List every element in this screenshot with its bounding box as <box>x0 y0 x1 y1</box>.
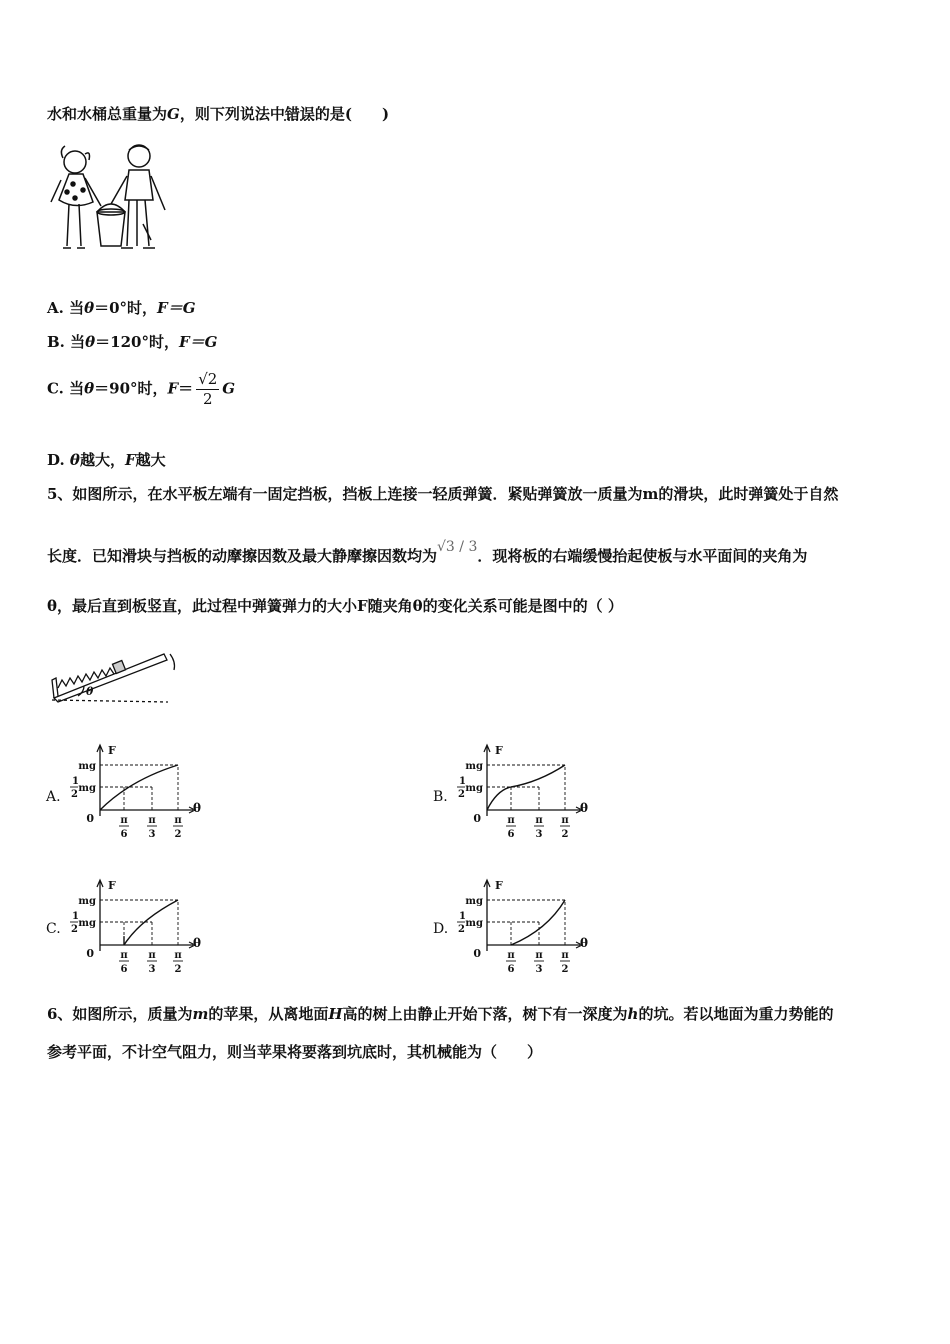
mg-label: mg <box>465 761 483 772</box>
tick-den: 3 <box>535 829 543 840</box>
tick-num: π <box>148 815 156 826</box>
half-num: 1 <box>72 911 79 922</box>
y-axis-label: F <box>495 879 503 892</box>
option-label: C. 当 <box>47 379 85 398</box>
tick-num: π <box>148 950 156 961</box>
theta-symbol: θ <box>84 379 95 398</box>
half-mg-label: mg <box>78 783 96 794</box>
theta-symbol: θ <box>69 451 80 469</box>
half-mg-label: mg <box>465 918 483 929</box>
option-condition: ＝90°时， <box>94 379 168 398</box>
option-condition: ＝0°时， <box>94 299 158 317</box>
tick-num: π <box>561 815 569 826</box>
half-num: 1 <box>459 911 466 922</box>
x-axis-label: θ <box>193 801 202 815</box>
y-axis-label: F <box>108 744 116 757</box>
tick-den: 6 <box>507 964 515 975</box>
origin-label: 0 <box>473 812 481 825</box>
option-label: A. 当 <box>47 299 85 317</box>
force-symbol: F <box>157 299 168 317</box>
tick-den: 3 <box>148 829 156 840</box>
tick-den: 2 <box>561 964 569 975</box>
origin-label: 0 <box>86 812 94 825</box>
force-symbol: F <box>167 379 179 398</box>
tick-num: π <box>120 950 128 961</box>
half-den: 2 <box>71 924 78 935</box>
chart-label-c: C. <box>46 921 61 937</box>
q4-option-c <box>47 372 235 407</box>
q6-line-2: 参考平面，不计空气阻力，则当苹果将要落到坑底时，其机械能为（ ） <box>47 1043 543 1061</box>
q5-text: 长度．已知滑块与挡板的动摩擦因数及最大静摩擦因数均为 <box>47 547 438 565</box>
option-result: 越大 <box>135 451 166 469</box>
x-axis-label: θ <box>580 801 589 815</box>
tick-num: π <box>507 950 515 961</box>
tick-den: 3 <box>535 964 543 975</box>
q6-text: 的苹果，从离地面 <box>208 1005 329 1023</box>
chart-c <box>60 875 210 975</box>
option-result: G <box>222 379 236 398</box>
q6-line-1 <box>47 1003 833 1024</box>
q5-text: ．现将板的右端缓慢抬起使板与水平面间的夹角为 <box>477 547 808 565</box>
x-axis-label: θ <box>193 936 202 950</box>
theta-symbol: θ <box>84 299 95 317</box>
tick-num: π <box>535 950 543 961</box>
tick-num: π <box>507 815 515 826</box>
tick-den: 2 <box>174 829 182 840</box>
q6-text: 高的树上由静止开始下落，树下有一深度为 <box>342 1005 628 1023</box>
option-result: ＝G <box>189 333 218 351</box>
chart-d <box>447 875 597 975</box>
q5-line-1: 5、如图所示，在水平板左端有一固定挡板，挡板上连接一轻质弹簧．紧贴弹簧放一质量为m的滑块，此时弹簧处于自然 <box>47 485 839 503</box>
equals-sign: ＝ <box>178 379 194 398</box>
q4-stem-text: ，则下列说法中 <box>179 105 285 123</box>
option-result: ＝G <box>167 299 196 317</box>
tick-den: 2 <box>174 964 182 975</box>
q6-var-h: h <box>627 1005 639 1023</box>
y-axis-label: F <box>108 879 116 892</box>
option-condition: 越大， <box>79 451 125 469</box>
half-den: 2 <box>458 924 465 935</box>
q4-option-a <box>47 297 196 318</box>
tick-num: π <box>174 950 182 961</box>
q4-stem-var: G <box>167 105 180 123</box>
q6-var-m: m <box>192 1005 209 1023</box>
incline-theta-label: θ <box>86 685 94 698</box>
tick-num: π <box>561 950 569 961</box>
origin-label: 0 <box>473 947 481 960</box>
force-curve <box>100 765 178 810</box>
friction-coefficient-formula: √3 / 3 <box>437 539 478 555</box>
half-num: 1 <box>459 776 466 787</box>
mg-label: mg <box>78 761 96 772</box>
x-axis-label: θ <box>580 936 589 950</box>
q6-text: 的坑。若以地面为重力势能的 <box>638 1005 834 1023</box>
force-symbol: F <box>124 451 136 469</box>
half-mg-label: mg <box>465 783 483 794</box>
y-axis-label: F <box>495 744 503 757</box>
chart-label-b: B. <box>433 789 448 805</box>
option-condition: ＝120°时， <box>95 333 179 351</box>
chart-label-d: D. <box>433 921 449 937</box>
incline-spring-figure <box>50 640 180 705</box>
children-bucket-figure <box>45 140 173 260</box>
mg-label: mg <box>78 896 96 907</box>
chart-b <box>447 740 597 840</box>
tick-num: π <box>120 815 128 826</box>
q5-line-2 <box>47 539 808 566</box>
option-label: B. 当 <box>47 333 86 351</box>
half-mg-label: mg <box>78 918 96 929</box>
q4-stem <box>47 103 389 124</box>
half-den: 2 <box>71 789 78 800</box>
tick-den: 2 <box>561 829 569 840</box>
theta-symbol: θ <box>85 333 96 351</box>
q4-option-b <box>47 331 217 352</box>
tick-num: π <box>174 815 182 826</box>
chart-label-a: A. <box>46 789 61 805</box>
q6-var-H: H <box>328 1005 343 1023</box>
force-symbol: F <box>178 333 190 351</box>
tick-num: π <box>535 815 543 826</box>
tick-den: 6 <box>120 964 128 975</box>
frac-denominator: 2 <box>202 390 213 408</box>
force-curve <box>124 900 178 945</box>
tick-den: 3 <box>148 964 156 975</box>
chart-a <box>60 740 210 840</box>
half-den: 2 <box>458 789 465 800</box>
q4-stem-text: 的是( ) <box>314 105 390 123</box>
frac-numerator: √2 <box>198 370 218 388</box>
force-curve <box>487 765 565 810</box>
q4-stem-emphasis: 错误 <box>284 105 315 123</box>
option-label: D. <box>47 451 70 469</box>
mg-label: mg <box>465 896 483 907</box>
q5-line-3: θ，最后直到板竖直，此过程中弹簧弹力的大小F随夹角θ的变化关系可能是图中的（ ） <box>47 597 623 615</box>
origin-label: 0 <box>86 947 94 960</box>
force-curve <box>511 900 565 945</box>
q4-stem-text: 水和水桶总重量为 <box>47 105 168 123</box>
sqrt2-over-2 <box>196 372 219 407</box>
q4-option-d <box>47 449 166 470</box>
half-num: 1 <box>72 776 79 787</box>
q6-text: 6、如图所示，质量为 <box>47 1005 193 1023</box>
tick-den: 6 <box>507 829 515 840</box>
tick-den: 6 <box>120 829 128 840</box>
